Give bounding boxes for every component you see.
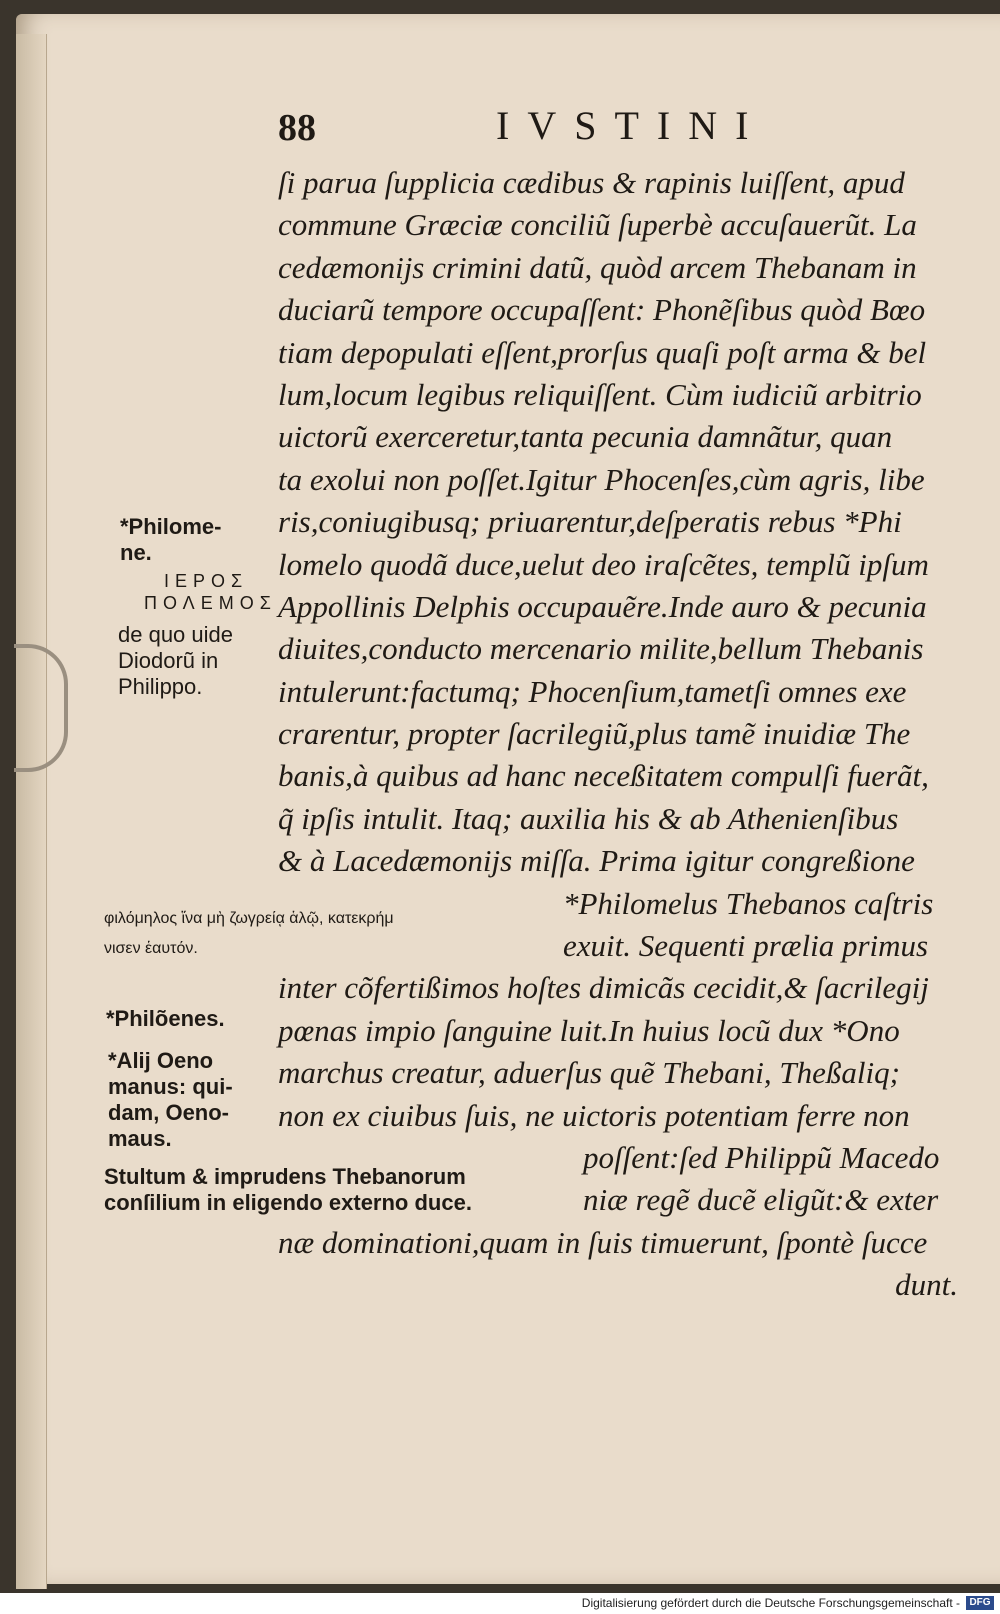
text-line: *Philomelus Thebanos caſtris: [563, 885, 934, 921]
margin-note-line: Diodorũ in: [118, 648, 219, 673]
text-line: pœnas impio ſanguine luit.In huius locũ dux *Ono: [278, 1012, 900, 1048]
text-line: commune Græciæ conciliũ ſuperbè accuſauerũt. La: [278, 207, 917, 243]
text-line: q̃ ipſis intulit. Itaq; auxilia his & ab Athenienſibus: [278, 800, 899, 836]
body-text: [278, 162, 978, 1307]
text-line: banis,à quibus ad hanc neceßitatem compulſi fuerãt,: [278, 758, 929, 794]
margin-note-greek-quote: [104, 904, 394, 964]
margin-note-stultum: [104, 1164, 472, 1216]
margin-note-line: Philippo.: [118, 674, 203, 699]
page-header: [16, 102, 1000, 162]
margin-note-line: Stultum & imprudens Thebanorum: [104, 1164, 466, 1189]
page-number: 88: [278, 107, 316, 149]
margin-note-philomene: [120, 514, 221, 566]
text-line: næ dominationi,quam in ſuis timuerunt, ſpontè ſucce: [278, 1224, 928, 1260]
page-clip: [14, 644, 68, 772]
margin-note-line: *Philome-: [120, 514, 222, 539]
text-line: ſi parua ſupplicia cædibus & rapinis luiſſent, apud: [278, 165, 905, 200]
text-line: Appollinis Delphis occupauẽre.Inde auro & pecunia: [278, 588, 927, 624]
text-line: ta exolui non poſſet.Igitur Phocenſes,cùm agris, libe: [278, 461, 925, 497]
text-line: niæ regẽ ducẽ eligũt:& exter: [583, 1182, 939, 1218]
margin-note-line: ΙΕΡΟΣ: [164, 571, 249, 591]
margin-note-line: φιλόμηλος ἵνα μὴ ζωγρείᾳ ἁλῷ, κατεκρήμ: [104, 910, 394, 927]
text-line: marchus creatur, aduerſus quẽ Thebani, Theßaliq;: [278, 1055, 900, 1091]
text-line: ris,coniugibusq; priuarentur,deſperatis rebus *Phi: [278, 504, 902, 540]
text-line: dunt.: [895, 1267, 958, 1303]
margin-note-line: *Alij Oeno: [108, 1048, 214, 1073]
margin-note-line: conſilium in eligendo externo duce.: [104, 1190, 472, 1215]
text-line: intulerunt:factumq; Phocenſium,tametſi omnes exe: [278, 673, 907, 709]
text-line: tiam depopulati eſſent,prorſus quaſi poſt arma & bel: [278, 334, 927, 370]
text-line: non ex ciuibus ſuis, ne uictoris potentiam ferre non: [278, 1097, 910, 1133]
text-line: uictorũ exerceretur,tanta pecunia damnãtur, quan: [278, 419, 893, 455]
running-head: IVSTINI: [496, 103, 767, 148]
margin-note-oenomanus: [108, 1048, 233, 1152]
margin-note-line: νισεν ἑαυτόν.: [104, 940, 198, 957]
page-edge: [16, 34, 47, 1589]
margin-note-line: ne.: [120, 540, 152, 565]
footer-bar: [0, 1593, 1000, 1614]
text-line: poſſent:ſed Philippũ Macedo: [583, 1139, 940, 1175]
text-line: lum,locum legibus reliquiſſent. Cùm iudiciũ arbitrio: [278, 376, 922, 412]
margin-note-line: maus.: [108, 1126, 172, 1151]
text-line: diuites,conducto mercenario milite,bellum Thebanis: [278, 631, 924, 667]
margin-note-diodorus: [118, 622, 233, 700]
dfg-logo: DFG: [966, 1596, 994, 1610]
text-line: & à Lacedæmonijs miſſa. Prima igitur congreßione: [278, 843, 915, 879]
book-page: [16, 14, 1000, 1584]
text-line: lomelo quodã duce,uelut deo iraſcẽtes, templũ ipſum: [278, 546, 929, 582]
margin-note-line: dam, Oeno-: [108, 1100, 230, 1125]
margin-note-line: manus: qui-: [108, 1074, 233, 1099]
footer-credit: Digitalisierung gefördert durch die Deutsche Forschungsgemeinschaft -: [581, 1596, 960, 1610]
margin-note-line: ΠΟΛΕΜΟΣ: [144, 593, 277, 613]
text-line: crarentur, propter ſacrilegiũ,plus tamẽ inuidiæ The: [278, 716, 911, 752]
margin-note-greek-title: [144, 570, 277, 614]
margin-note-philoenes: [106, 1006, 225, 1032]
text-line: exuit. Sequenti prælia primus: [563, 928, 929, 964]
text-line: duciarũ tempore occupaſſent: Phonẽſibus quòd Bœo: [278, 292, 926, 328]
margin-note-line: de quo uide: [118, 622, 233, 647]
text-line: inter cõfertißimos hoſtes dimicãs cecidit,& ſacrilegij: [278, 970, 929, 1006]
margin-note-line: *Philõenes.: [106, 1006, 225, 1031]
text-line: cedæmonijs crimini datũ, quòd arcem Thebanam in: [278, 249, 917, 285]
